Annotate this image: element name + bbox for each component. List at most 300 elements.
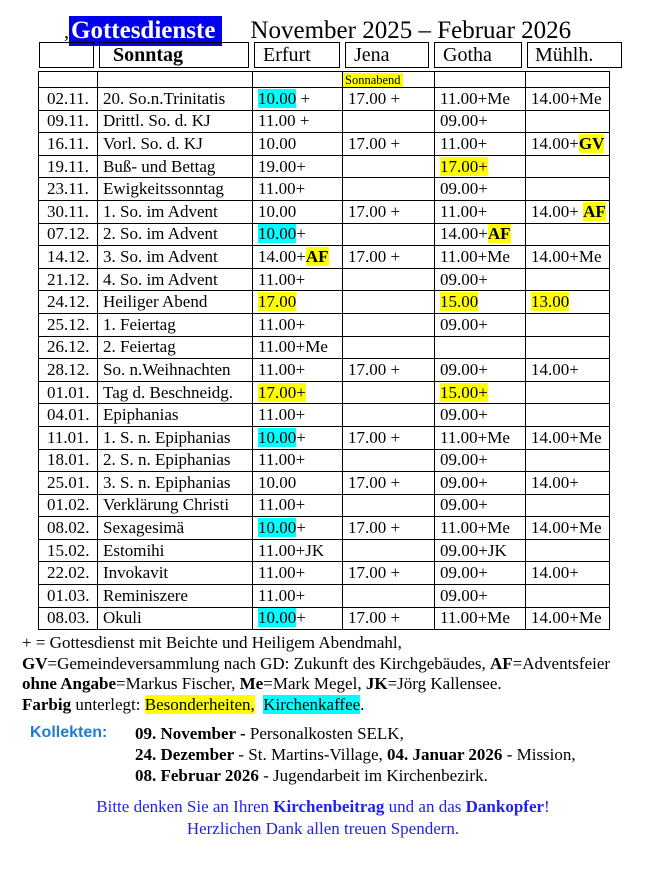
text-segment: JK — [365, 674, 388, 694]
text-segment: 17.00 + — [348, 201, 401, 221]
highlighted-text: 17.00+ — [440, 156, 488, 176]
title-period: November 2025 – Februar 2026 — [250, 17, 572, 44]
schedule-row-1101 — [39, 426, 610, 449]
cell-erfurt — [253, 472, 343, 495]
cell-jena — [343, 539, 435, 562]
cell-date: 25.12. — [39, 313, 98, 336]
cell-muehlhausen — [526, 336, 610, 359]
text-segment: 04. Januar 2026 — [387, 745, 503, 765]
highlighted-text: AF — [305, 246, 329, 266]
kollekten-section — [30, 723, 646, 786]
text-segment: Kirchenbeitrag — [273, 797, 385, 817]
column-header-mhlh: Mühlh. — [527, 42, 622, 68]
cell-jena — [343, 178, 435, 201]
highlighted-text: 13.00 — [531, 292, 570, 312]
column-header-gotha: Gotha — [434, 42, 522, 68]
column-header-date — [39, 42, 94, 68]
text-segment: 14.00+Me — [531, 246, 602, 266]
cell-jena — [343, 381, 435, 404]
kollekten-line-2 — [135, 744, 576, 765]
text-segment: 14.00+Me — [531, 608, 602, 628]
schedule-row-0803 — [39, 607, 610, 630]
highlighted-text: AF — [583, 201, 606, 221]
text-segment: 17.00 + — [348, 427, 401, 447]
cell-muehlhausen — [526, 517, 610, 540]
cell-jena — [343, 291, 435, 314]
table-header-row — [39, 42, 646, 68]
text-segment: 11.00+ — [440, 133, 488, 153]
cell-muehlhausen — [526, 449, 610, 472]
cell-gotha — [435, 336, 526, 359]
cell-date: 16.11. — [39, 133, 98, 156]
cell-gotha — [435, 155, 526, 178]
text-segment: 14.00+Me — [531, 88, 602, 108]
column-header-erfurt: Erfurt — [254, 42, 340, 68]
schedule-row-0102 — [39, 494, 610, 517]
cell-erfurt — [253, 381, 343, 404]
text-segment: 09.00+ — [440, 314, 488, 334]
text-segment: + — [296, 608, 306, 628]
cell-erfurt — [253, 517, 343, 540]
cell-gotha — [435, 472, 526, 495]
cell-erfurt — [253, 539, 343, 562]
text-segment: 17.00 + — [348, 88, 401, 108]
kollekten-label: Kollekten: — [30, 724, 108, 742]
text-segment: 11.00+ — [440, 201, 488, 221]
empty-cell — [435, 72, 526, 88]
cell-date: 18.01. — [39, 449, 98, 472]
cell-jena — [343, 359, 435, 382]
schedule-row-2812 — [39, 359, 610, 382]
legend-line-3 — [22, 674, 646, 695]
cell-gotha — [435, 313, 526, 336]
cell-erfurt — [253, 562, 343, 585]
cell-muehlhausen — [526, 313, 610, 336]
cell-erfurt — [253, 133, 343, 156]
empty-cell — [526, 72, 610, 88]
cell-erfurt — [253, 336, 343, 359]
cell-erfurt — [253, 223, 343, 246]
cell-date: 01.03. — [39, 585, 98, 608]
text-segment: 17.00 + — [348, 563, 401, 583]
cell-erfurt — [253, 291, 343, 314]
cell-jena — [343, 155, 435, 178]
cell-gotha — [435, 426, 526, 449]
text-segment: Dankopfer — [465, 797, 545, 817]
cell-date: 22.02. — [39, 562, 98, 585]
cell-erfurt — [253, 313, 343, 336]
cell-jena — [343, 133, 435, 156]
cell-jena — [343, 517, 435, 540]
cell-date: 14.12. — [39, 246, 98, 269]
schedule-row-0401 — [39, 404, 610, 427]
legend — [22, 633, 646, 715]
cell-sunday-name: 1. Feiertag — [98, 313, 253, 336]
text-segment: Bitte denken Sie an Ihren — [96, 797, 274, 817]
kollekten-lines — [135, 723, 576, 786]
schedule-row-0101 — [39, 381, 610, 404]
cell-erfurt — [253, 494, 343, 517]
cell-gotha — [435, 200, 526, 223]
schedule-row-2612 — [39, 336, 610, 359]
cell-erfurt — [253, 88, 343, 111]
schedule-row-0211 — [39, 88, 610, 111]
text-segment: 09.00+ — [440, 359, 488, 379]
text-segment: Farbig — [22, 694, 72, 714]
text-segment: =Mark Megel, — [263, 674, 366, 694]
schedule-row-1911 — [39, 155, 610, 178]
cell-jena — [343, 562, 435, 585]
closing-note — [0, 796, 646, 840]
text-segment: 08. Februar 2026 — [135, 766, 259, 786]
text-segment: 10.00 — [258, 133, 297, 153]
cell-muehlhausen — [526, 381, 610, 404]
cell-date: 07.12. — [39, 223, 98, 246]
kollekten-line-3 — [135, 765, 576, 786]
cell-muehlhausen — [526, 562, 610, 585]
text-segment: 14.00+Me — [531, 518, 602, 538]
empty-cell — [39, 72, 98, 88]
cell-gotha — [435, 607, 526, 630]
cell-jena — [343, 223, 435, 246]
legend-line-4 — [22, 695, 646, 716]
schedule-row-2501 — [39, 472, 610, 495]
cell-sunday-name: Buß- und Bettag — [98, 155, 253, 178]
text-segment: 11.00+ — [258, 179, 306, 199]
highlighted-text: AF — [487, 224, 511, 244]
text-segment: 09.00+JK — [440, 540, 507, 560]
schedule-row-1502 — [39, 539, 610, 562]
cell-gotha — [435, 517, 526, 540]
cell-erfurt — [253, 426, 343, 449]
schedule-row-2311 — [39, 178, 610, 201]
cell-sunday-name: Ewigkeitssonntag — [98, 178, 253, 201]
cell-muehlhausen — [526, 426, 610, 449]
cell-sunday-name: 2. So. im Advent — [98, 223, 253, 246]
cell-sunday-name: 20. So.n.Trinitatis — [98, 88, 253, 111]
text-segment: 10.00 — [258, 472, 297, 492]
cell-sunday-name: 1. S. n. Epiphanias — [98, 426, 253, 449]
cell-gotha — [435, 539, 526, 562]
cell-gotha — [435, 268, 526, 291]
schedule-row-0103 — [39, 585, 610, 608]
text-segment: 19.00+ — [258, 156, 306, 176]
cell-muehlhausen — [526, 178, 610, 201]
cell-date: 26.12. — [39, 336, 98, 359]
text-segment: 11.00+Me — [440, 427, 510, 447]
cell-erfurt — [253, 585, 343, 608]
cell-gotha — [435, 359, 526, 382]
cell-muehlhausen — [526, 268, 610, 291]
text-segment: ! — [544, 797, 550, 817]
text-segment: 11.00+ — [258, 359, 306, 379]
cell-sunday-name: Okuli — [98, 607, 253, 630]
cell-date: 28.12. — [39, 359, 98, 382]
cell-muehlhausen — [526, 585, 610, 608]
cell-erfurt — [253, 155, 343, 178]
cell-jena — [343, 585, 435, 608]
text-segment: 11.00+ — [258, 563, 306, 583]
cell-muehlhausen — [526, 133, 610, 156]
text-segment: ohne Angabe — [22, 674, 116, 694]
cell-muehlhausen — [526, 223, 610, 246]
text-segment: 14.00+ — [531, 563, 579, 583]
cell-sunday-name: Drittl. So. d. KJ — [98, 110, 253, 133]
cell-jena — [343, 268, 435, 291]
cell-jena — [343, 313, 435, 336]
cell-muehlhausen — [526, 110, 610, 133]
cell-jena — [343, 472, 435, 495]
cell-erfurt — [253, 200, 343, 223]
highlighted-text: 17.00 — [258, 292, 297, 312]
highlighted-text: 10.00 — [258, 427, 297, 447]
cell-sunday-name: Heiliger Abend — [98, 291, 253, 314]
cell-jena — [343, 494, 435, 517]
cell-date: 25.01. — [39, 472, 98, 495]
cell-gotha — [435, 449, 526, 472]
text-segment: 14.00+ — [258, 246, 306, 266]
text-segment: 11.00+ — [258, 269, 306, 289]
cell-jena — [343, 246, 435, 269]
text-segment: 17.00 + — [348, 246, 401, 266]
text-segment: + — [296, 224, 306, 244]
cell-gotha — [435, 133, 526, 156]
highlighted-text: Kirchenkaffee — [263, 694, 361, 714]
cell-muehlhausen — [526, 200, 610, 223]
cell-erfurt — [253, 607, 343, 630]
legend-line-2 — [22, 654, 646, 675]
schedule-table — [38, 71, 610, 630]
schedule-row-0802 — [39, 517, 610, 540]
cell-date: 08.02. — [39, 517, 98, 540]
text-segment: 11.00+ — [258, 405, 306, 425]
cell-muehlhausen — [526, 607, 610, 630]
cell-gotha — [435, 381, 526, 404]
cell-gotha — [435, 110, 526, 133]
text-segment: 11.00+ — [258, 585, 306, 605]
cell-date: 30.11. — [39, 200, 98, 223]
text-segment: + — [296, 427, 306, 447]
text-segment: 11.00+ — [258, 450, 306, 470]
cell-date: 23.11. — [39, 178, 98, 201]
cell-date: 09.11. — [39, 110, 98, 133]
cell-jena — [343, 449, 435, 472]
text-segment: 11.00+ — [258, 495, 306, 515]
highlighted-text: 10.00 — [258, 518, 297, 538]
text-segment: + — [296, 518, 306, 538]
schedule-row-0911 — [39, 110, 610, 133]
cell-muehlhausen — [526, 291, 610, 314]
empty-cell — [98, 72, 253, 88]
cell-muehlhausen — [526, 539, 610, 562]
cell-sunday-name: Tag d. Beschneidg. — [98, 381, 253, 404]
text-segment: 09.00+ — [440, 585, 488, 605]
cell-gotha — [435, 246, 526, 269]
cell-muehlhausen — [526, 494, 610, 517]
highlighted-text: 15.00+ — [440, 382, 488, 402]
saturday-note-row — [39, 72, 610, 88]
cell-date: 15.02. — [39, 539, 98, 562]
text-segment: =Markus Fischer, — [116, 674, 240, 694]
cell-date: 19.11. — [39, 155, 98, 178]
schedule-row-1412 — [39, 246, 610, 269]
cell-jena — [343, 607, 435, 630]
cell-sunday-name: Verklärung Christi — [98, 494, 253, 517]
text-segment: 17.00 + — [348, 472, 401, 492]
cell-sunday-name: Epiphanias — [98, 404, 253, 427]
cell-date: 24.12. — [39, 291, 98, 314]
text-segment: unterlegt: — [71, 694, 145, 714]
cell-jena — [343, 110, 435, 133]
cell-date: 08.03. — [39, 607, 98, 630]
cell-muehlhausen — [526, 88, 610, 111]
text-segment: Herzlichen Dank allen treuen Spendern. — [186, 819, 460, 839]
highlighted-text: 10.00 — [258, 224, 297, 244]
cell-gotha — [435, 494, 526, 517]
cell-sunday-name: Vorl. So. d. KJ — [98, 133, 253, 156]
text-segment: AF — [490, 653, 513, 673]
cell-sunday-name: 4. So. im Advent — [98, 268, 253, 291]
text-segment: 11.00+Me — [440, 246, 510, 266]
cell-muehlhausen — [526, 359, 610, 382]
cell-date: 02.11. — [39, 88, 98, 111]
text-segment: 11.00+ — [258, 314, 306, 334]
text-segment: - St. Martins-Village, — [234, 745, 388, 765]
cell-date: 04.01. — [39, 404, 98, 427]
column-header-sonntag: Sonntag — [99, 42, 249, 68]
cell-gotha — [435, 88, 526, 111]
cell-muehlhausen — [526, 472, 610, 495]
text-segment: 09.00+ — [440, 269, 488, 289]
schedule-row-1611 — [39, 133, 610, 156]
cell-jena — [343, 88, 435, 111]
cell-muehlhausen — [526, 155, 610, 178]
text-segment: 09.00+ — [440, 495, 488, 515]
empty-cell — [253, 72, 343, 88]
schedule-row-0712 — [39, 223, 610, 246]
schedule-row-2202 — [39, 562, 610, 585]
cell-sunday-name: 3. S. n. Epiphanias — [98, 472, 253, 495]
text-segment: Me — [239, 674, 264, 694]
text-segment: 14.00+ — [531, 359, 579, 379]
cell-gotha — [435, 178, 526, 201]
text-segment: . — [360, 694, 365, 714]
highlighted-text: 10.00 — [258, 608, 297, 628]
cell-erfurt — [253, 246, 343, 269]
text-segment: 14.00+ — [531, 472, 579, 492]
schedule-row-1801 — [39, 449, 610, 472]
cell-sunday-name: Estomihi — [98, 539, 253, 562]
text-segment: 17.00 + — [348, 518, 401, 538]
text-segment: - Jugendarbeit im Kirchenbezirk. — [258, 766, 488, 786]
page-title — [64, 0, 646, 44]
cell-sunday-name: Sexagesimä — [98, 517, 253, 540]
cell-jena — [343, 336, 435, 359]
cell-erfurt — [253, 359, 343, 382]
column-header-jena: Jena — [345, 42, 429, 68]
cell-sunday-name: So. n.Weihnachten — [98, 359, 253, 382]
title-comma: , — [64, 21, 69, 43]
cell-date: 01.02. — [39, 494, 98, 517]
text-segment: 11.00 + — [258, 111, 310, 131]
text-segment: 09.00+ — [440, 472, 488, 492]
text-segment: Personalkosten SELK, — [249, 724, 404, 744]
text-segment: =Gemeindeversammlung nach GD: Zukunft des Kirchgebäudes, — [47, 653, 490, 673]
text-segment: 17.00 + — [348, 133, 401, 153]
cell-date: 11.01. — [39, 426, 98, 449]
cell-date: 01.01. — [39, 381, 98, 404]
highlighted-text: Besonderheiten, — [144, 694, 255, 714]
text-segment: 09.00+ — [440, 405, 488, 425]
cell-gotha — [435, 562, 526, 585]
cell-jena — [343, 200, 435, 223]
text-segment: + = Gottesdienst mit Beichte und Heiligem Abendmahl, — [22, 633, 402, 653]
text-segment: 24. Dezember — [135, 745, 235, 765]
cell-gotha — [435, 223, 526, 246]
text-segment: 14.00+Me — [531, 427, 602, 447]
text-segment — [255, 695, 264, 714]
cell-jena — [343, 426, 435, 449]
legend-line-1 — [22, 633, 646, 654]
cell-jena — [343, 404, 435, 427]
highlighted-text: 17.00+ — [258, 382, 306, 402]
cell-muehlhausen — [526, 404, 610, 427]
text-segment: 14.00+ — [531, 133, 579, 153]
closing-line-2 — [0, 818, 646, 840]
text-segment: 09. November - — [135, 724, 250, 744]
closing-line-1 — [0, 796, 646, 818]
schedule-row-2412 — [39, 291, 610, 314]
cell-sunday-name: 2. Feiertag — [98, 336, 253, 359]
text-segment: 17.00 + — [348, 359, 401, 379]
cell-erfurt — [253, 268, 343, 291]
text-segment: 09.00+ — [440, 111, 488, 131]
text-segment: 09.00+ — [440, 450, 488, 470]
highlighted-text: GV — [578, 133, 605, 153]
text-segment: 11.00+JK — [258, 540, 325, 560]
text-segment: 11.00+Me — [440, 608, 510, 628]
cell-date: 21.12. — [39, 268, 98, 291]
text-segment: und an das — [384, 797, 466, 817]
text-segment: + — [296, 88, 311, 108]
schedule-row-3011 — [39, 200, 610, 223]
schedule-row-2512 — [39, 313, 610, 336]
text-segment: =Jörg Kallensee. — [387, 674, 502, 694]
cell-gotha — [435, 404, 526, 427]
text-segment: - Mission, — [502, 745, 576, 765]
text-segment: 14.00+ — [440, 224, 488, 244]
highlighted-text: 10.00 — [258, 88, 297, 108]
cell-sunday-name: Invokavit — [98, 562, 253, 585]
text-segment: 11.00+Me — [258, 337, 328, 357]
cell-erfurt — [253, 449, 343, 472]
cell-gotha — [435, 291, 526, 314]
kollekten-line-1 — [135, 723, 576, 744]
text-segment: GV — [22, 653, 48, 673]
text-segment: 10.00 — [258, 201, 297, 221]
cell-erfurt — [253, 178, 343, 201]
text-segment: 17.00 + — [348, 608, 401, 628]
cell-muehlhausen — [526, 246, 610, 269]
text-segment: 09.00+ — [440, 179, 488, 199]
sonnabend-label: Sonnabend — [345, 72, 401, 87]
cell-erfurt — [253, 110, 343, 133]
highlighted-text: 15.00 — [440, 292, 479, 312]
cell-sunday-name: 2. S. n. Epiphanias — [98, 449, 253, 472]
title-highlight: Gottesdienste — [69, 16, 222, 46]
text-segment: 11.00+Me — [440, 88, 510, 108]
text-segment: =Adventsfeier — [512, 653, 611, 673]
